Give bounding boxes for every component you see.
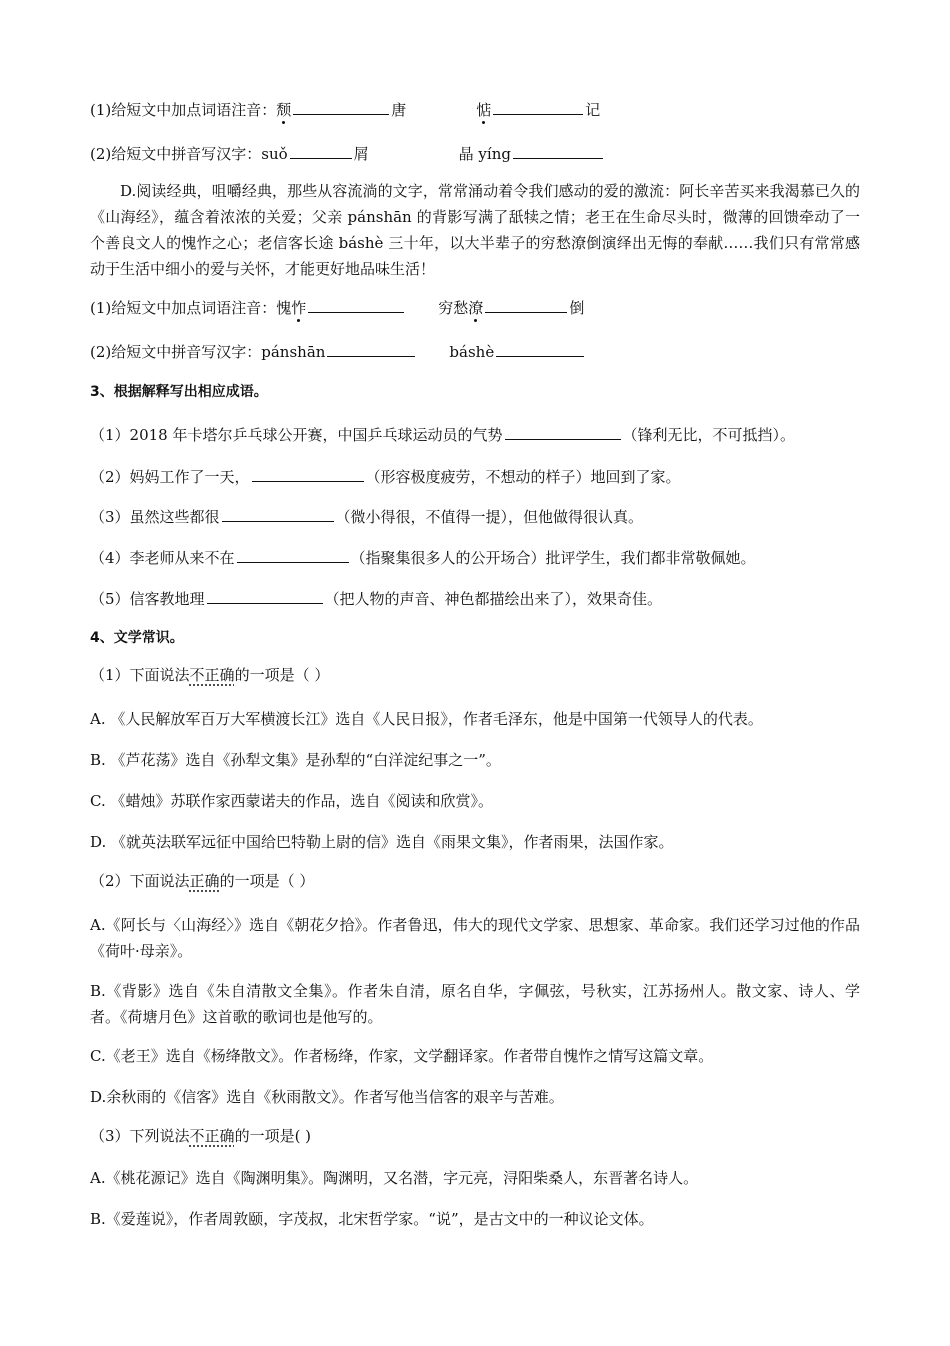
- dotted-char: 怍: [291, 299, 307, 317]
- option-b: B.《背影》选自《朱自清散文全集》。作者朱自清，原名自华，字佩弦，号秋实，江苏扬州人。散文家、诗人、学者。《荷塘月色》这首歌的歌词也是他写的。: [90, 982, 860, 1026]
- answer-blank[interactable]: [485, 296, 567, 313]
- c-question-1: [90, 98, 600, 120]
- dotted-emphasis: 不正确: [189, 1127, 235, 1145]
- dotted-emphasis: 正确: [189, 872, 220, 890]
- idiom-item: [90, 587, 662, 609]
- pinyin: suǒ: [261, 145, 288, 163]
- idiom-prompt: （4）李老师从来不在: [90, 549, 235, 567]
- answer-blank[interactable]: [222, 505, 334, 522]
- dotted-char: 颓: [276, 101, 292, 119]
- answer-blank[interactable]: [496, 340, 584, 357]
- question-text: （1）下面说法: [90, 666, 190, 684]
- idiom-prompt: （2）妈妈工作了一天，: [90, 468, 250, 486]
- c-question-2: [90, 142, 605, 164]
- c-q1-word1-rest: 唐: [391, 101, 407, 119]
- d-paragraph: D.阅读经典，咀嚼经典，那些从容流淌的文字，常常涌动着令我们感动的爱的激流：阿长辛苦买来我渴慕已久的《山海经》，蕴含着浓浓的关爱；父亲 pánshān 的背影写满了舐犊之情；老王在生命尽头时，微薄的回馈牵动了一个善良文人的愧怍之心；老信客长途 báshè 三十年，以大半辈子的穷愁潦倒演绎出无悔的奉献……我们只有常常感动于生活中细小的爱与关怀，才能更好地品味生活！: [90, 182, 860, 278]
- option-a: A.《阿长与〈山海经〉》选自《朝花夕拾》。作者鲁迅，伟大的现代文学家、思想家、革命家。我们还学习过他的作品《荷叶·母亲》。: [90, 916, 860, 960]
- idiom-hint: （把人物的声音、神色都描绘出来了），效果奇佳。: [324, 590, 663, 608]
- d-q1-word1: 愧: [276, 299, 292, 317]
- option-c: C.《老王》选自《杨绛散文》。作者杨绛，作家，文学翻译家。作者带自愧怍之情写这篇文章。: [90, 1047, 714, 1065]
- answer-blank[interactable]: [237, 546, 349, 563]
- idiom-hint: （指聚集很多人的公开场合）批评学生，我们都非常敬佩她。: [350, 549, 756, 567]
- question-text: 的一项是（ ）: [219, 872, 315, 890]
- pinyin: 晶 yíng: [458, 145, 511, 163]
- idiom-prompt: （1）2018 年卡塔尔乒乓球公开赛，中国乒乓球运动员的气势: [90, 426, 503, 444]
- idiom-item: [90, 505, 643, 527]
- dotted-char: 惦: [476, 101, 492, 119]
- answer-blank[interactable]: [293, 98, 389, 115]
- d-q1-word2: 穷愁: [438, 299, 469, 317]
- d-q1-word2-rest: 倒: [569, 299, 585, 317]
- c-q1-prompt: (1)给短文中加点词语注音：: [90, 101, 277, 119]
- option-b: B.《爱莲说》，作者周敦颐，字茂叔，北宋哲学家。“说”，是古文中的一种议论文体。: [90, 1210, 654, 1228]
- lit-question-2: [90, 871, 314, 891]
- dotted-emphasis: 不正确: [189, 666, 235, 684]
- section-4-title: 4、文学常识。: [90, 630, 184, 646]
- idiom-prompt: （3）虽然这些都很: [90, 508, 220, 526]
- option-a: A.《桃花源记》选自《陶渊明集》。陶渊明，又名潜，字元亮，浔阳柴桑人，东晋著名诗人。: [90, 1169, 699, 1187]
- idiom-hint: （锋利无比，不可抵挡）。: [622, 426, 796, 444]
- option-c: C. 《蜡烛》苏联作家西蒙诺夫的作品，选自《阅读和欣赏》。: [90, 792, 493, 810]
- c-q2-prompt: (2)给短文中拼音写汉字：: [90, 145, 262, 163]
- answer-blank[interactable]: [290, 142, 352, 159]
- answer-blank[interactable]: [308, 296, 404, 313]
- question-text: 的一项是（ ）: [234, 666, 330, 684]
- section-3-title: 3、根据解释写出相应成语。: [90, 384, 268, 400]
- answer-blank[interactable]: [493, 98, 583, 115]
- pinyin: pánshān: [261, 343, 326, 361]
- answer-blank[interactable]: [207, 587, 323, 604]
- d-question-1: [90, 296, 584, 318]
- question-text: （2）下面说法: [90, 872, 190, 890]
- question-text: 的一项是( ): [234, 1127, 312, 1145]
- idiom-item: [90, 546, 756, 568]
- option-d: D. 《就英法联军远征中国给巴特勒上尉的信》选自《雨果文集》，作者雨果，法国作家。: [90, 833, 674, 851]
- d-q1-prompt: (1)给短文中加点词语注音：: [90, 299, 277, 317]
- answer-blank[interactable]: [252, 465, 364, 482]
- d-question-2: [90, 340, 586, 362]
- question-text: （3）下列说法: [90, 1127, 190, 1145]
- option-b: B. 《芦花荡》选自《孙犁文集》是孙犁的“白洋淀纪事之一”。: [90, 751, 501, 769]
- option-a: A. 《人民解放军百万大军横渡长江》选自《人民日报》，作者毛泽东，他是中国第一代领导人的代表。: [90, 710, 763, 728]
- answer-blank[interactable]: [513, 142, 603, 159]
- dotted-char: 潦: [468, 299, 484, 317]
- answer-blank[interactable]: [327, 340, 415, 357]
- lit-question-3: [90, 1126, 311, 1146]
- lit-question-1: [90, 665, 329, 685]
- idiom-item: [90, 465, 681, 487]
- c-q2-char: 屑: [353, 145, 369, 163]
- idiom-hint: （微小得很，不值得一提），但他做得很认真。: [335, 508, 644, 526]
- option-d: D.余秋雨的《信客》选自《秋雨散文》。作者写他当信客的艰辛与苦难。: [90, 1088, 564, 1106]
- idiom-hint: （形容极度疲劳，不想动的样子）地回到了家。: [365, 468, 681, 486]
- pinyin: báshè: [449, 343, 495, 361]
- answer-blank[interactable]: [505, 423, 621, 440]
- idiom-prompt: （5）信客教地理: [90, 590, 205, 608]
- idiom-item: [90, 423, 795, 445]
- d-q2-prompt: (2)给短文中拼音写汉字：: [90, 343, 262, 361]
- c-q1-word2-rest: 记: [585, 101, 601, 119]
